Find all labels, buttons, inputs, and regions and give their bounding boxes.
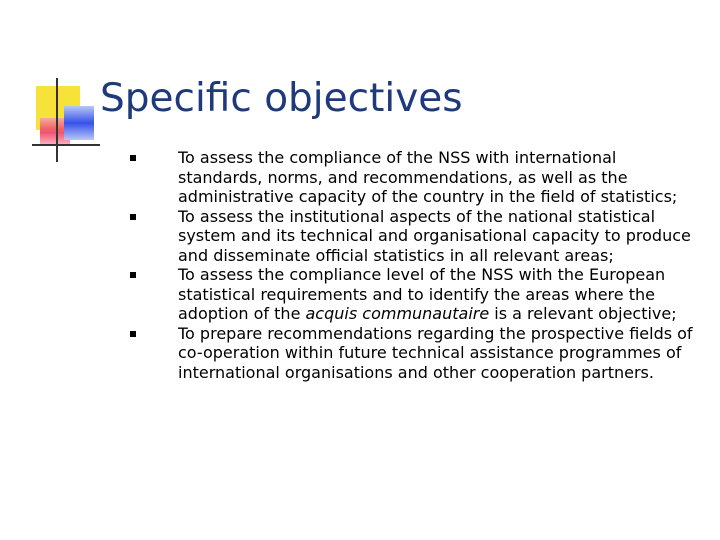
colored-squares-logo-icon: [30, 78, 102, 162]
bullet-text: To assess the compliance of the NSS with international standards, norms, and recommendations, as well as the administrative capacity of the country in the field of statistics;: [178, 148, 678, 206]
bullet-text: To prepare recommendations regarding the prospective fields of co-operation within future technical assistance programmes of international organisations and other cooperation partners.: [178, 323, 693, 382]
bullet-item: [128, 207, 703, 266]
square-bullet-icon: [130, 272, 136, 278]
bullet-text-italic: acquis communautaire: [305, 304, 490, 323]
bullet-item: [128, 324, 703, 383]
bullet-list: [128, 148, 703, 382]
square-bullet-icon: [130, 155, 136, 161]
square-bullet-icon: [130, 331, 136, 337]
bullet-text-after: is a relevant objective;: [489, 304, 677, 323]
bullet-text-before: To assess the compliance level of the NSS with the European statistical requirements and to identify the areas where the adoption of the: [178, 265, 666, 323]
logo-vertical-line: [56, 78, 58, 162]
logo-blue-square: [64, 106, 94, 140]
logo-horizontal-line: [32, 144, 100, 146]
bullet-item: [128, 265, 703, 324]
bullet-item: [128, 148, 703, 207]
slide-title: Specific objectives: [100, 76, 463, 121]
bullet-text: To assess the institutional aspects of the national statistical system and its technical and organisational capacity to produce and disseminate official statistics in all relevant areas;: [178, 206, 691, 265]
square-bullet-icon: [130, 214, 136, 220]
